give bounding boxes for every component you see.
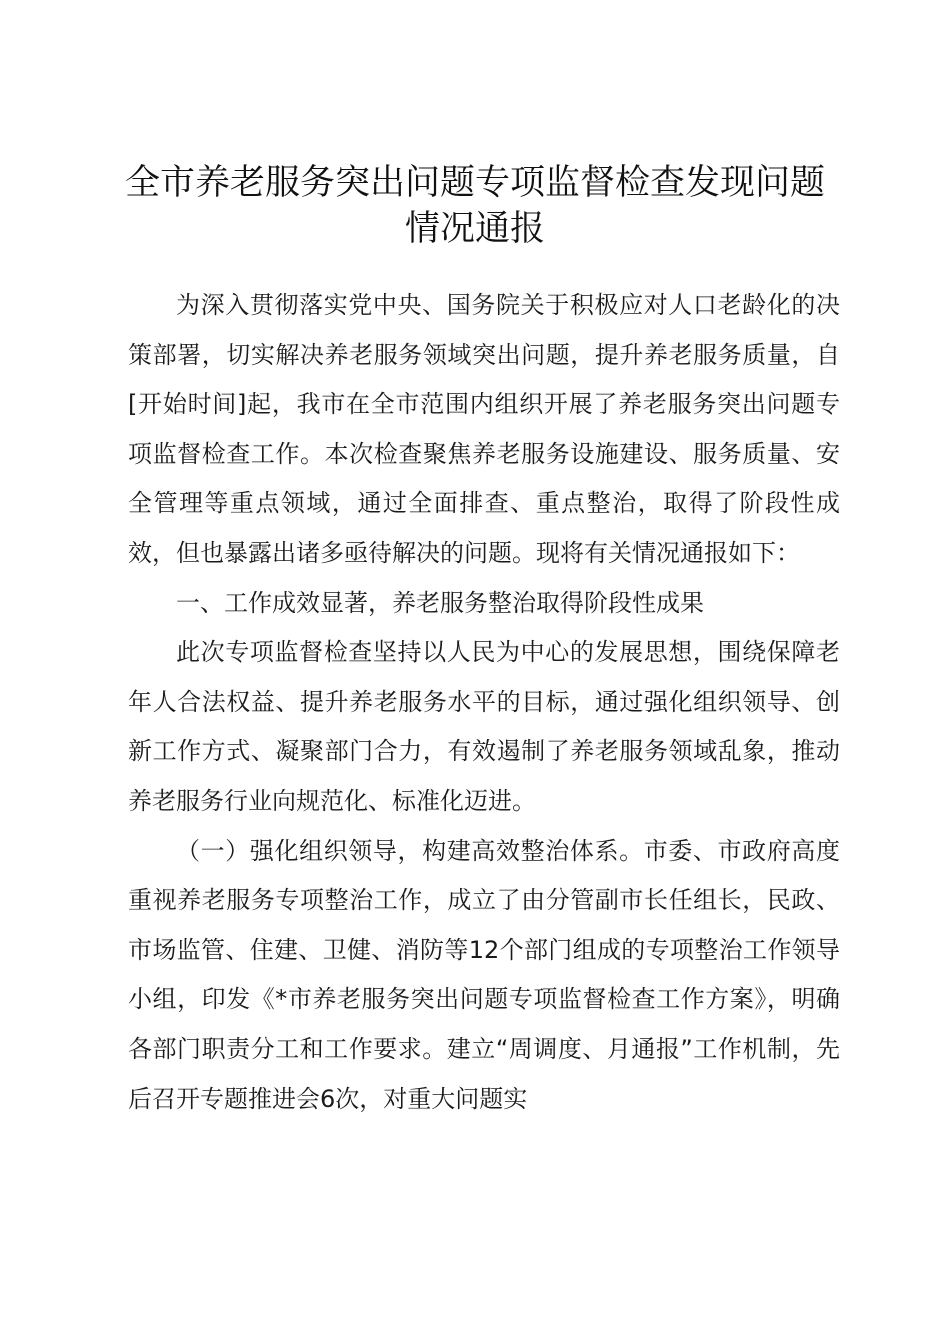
title-line-1: 全市养老服务突出问题专项监督检查发现问题 (124, 163, 825, 203)
document-body (128, 281, 840, 1124)
section-1-heading: 一、工作成效显著，养老服务整治取得阶段性成果 (176, 588, 704, 617)
document-title (110, 160, 840, 252)
subsection-1-paragraph: （一）强化组织领导，构建高效整治体系。市委、市政府高度重视养老服务专项整治工作，成立了由分管副市长任组长，民政、市场监管、住建、卫健、消防等12个部门组成的专项整治工作领导小组，印发《*市养老服务突出问题专项监督检查工作方案》，明确各部门职责分工和工作要求。建立“周调度、月通报”工作机制，先后召开专题推进会6次，对重大问题实 (128, 836, 840, 1113)
intro-paragraph: 为深入贯彻落实党中央、国务院关于积极应对人口老龄化的决策部署，切实解决养老服务领域突出问题，提升养老服务质量，自[开始时间]起，我市在全市范围内组织开展了养老服务突出问题专项监督检查工作。本次检查聚焦养老服务设施建设、服务质量、安全管理等重点领域，通过全面排查、重点整治，取得了阶段性成效，但也暴露出诸多亟待解决的问题。现将有关情况通报如下： (128, 291, 840, 567)
section-1-paragraph: 此次专项监督检查坚持以人民为中心的发展思想，围绕保障老年人合法权益、提升养老服务水平的目标，通过强化组织领导、创新工作方式、凝聚部门合力，有效遏制了养老服务领域乱象，推动养老服务行业向规范化、标准化迈进。 (128, 638, 840, 815)
title-line-2: 情况通报 (404, 209, 545, 249)
